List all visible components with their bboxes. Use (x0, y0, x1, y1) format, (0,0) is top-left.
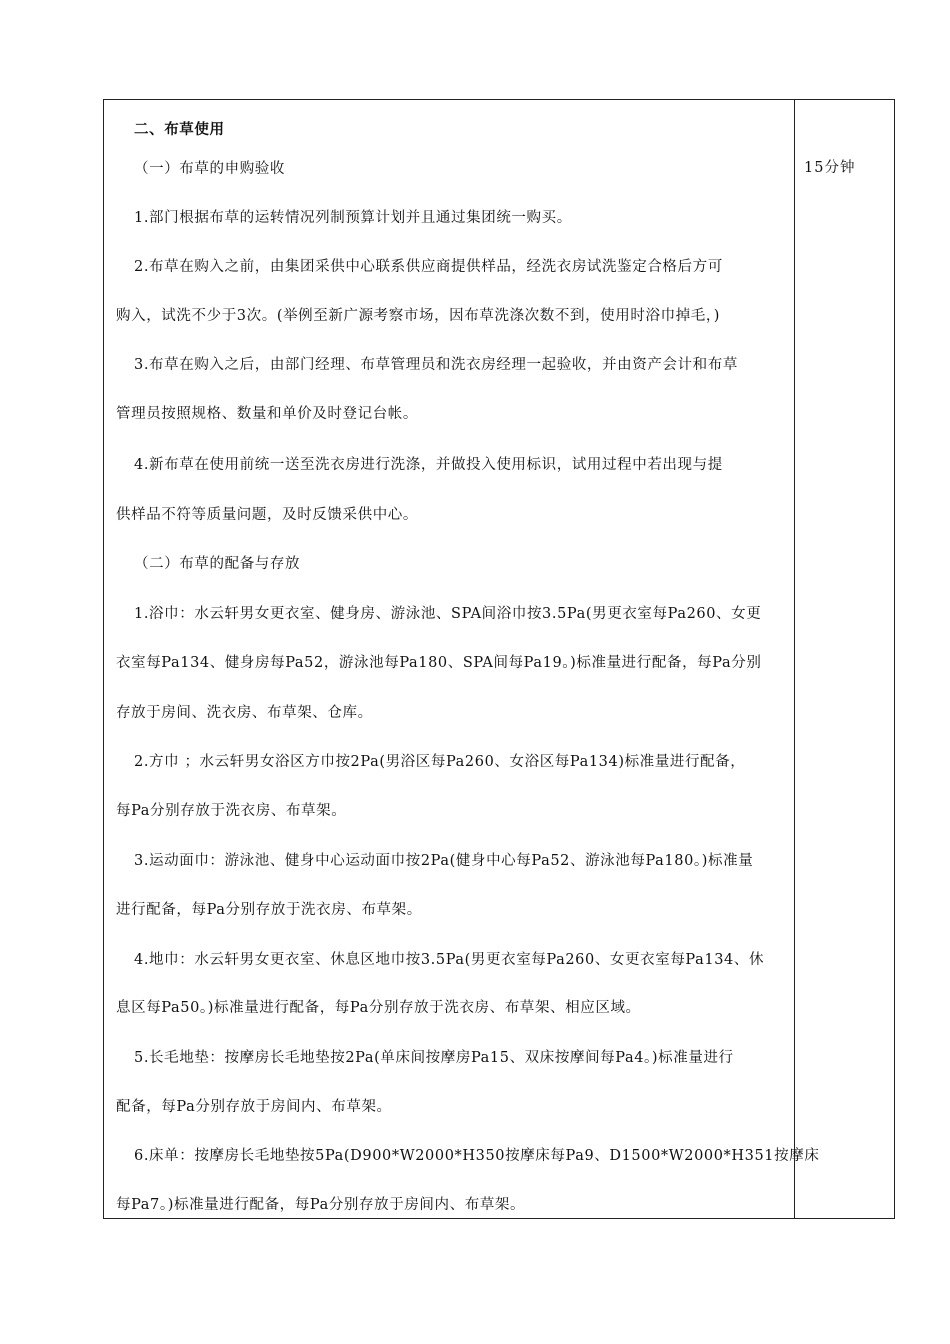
subsection-heading: （二）布草的配备与存放 (134, 556, 301, 572)
subsection-heading: （一）布草的申购验收 (134, 161, 285, 177)
paragraph-line: 每Pa分别存放于洗衣房、布草架。 (116, 803, 347, 819)
section-title: 二、布草使用 (134, 121, 225, 138)
paragraph-line: 4.地巾：水云轩男女更衣室、休息区地巾按3.5Pa(男更衣室每Pa260、女更衣室每Pa134、休 (134, 952, 765, 968)
paragraph-line: 存放于房间、洗衣房、布草架、仓库。 (116, 705, 373, 721)
paragraph-line: 2.布草在购入之前，由集团采供中心联系供应商提供样品，经洗衣房试洗鉴定合格后方可 (134, 259, 723, 275)
paragraph-line: 息区每Pa50。)标准量进行配备，每Pa分别存放于洗衣房、布草架、相应区域。 (116, 1000, 641, 1016)
paragraph-line: 2.方巾 ；水云轩男女浴区方巾按2Pa(男浴区每Pa260、女浴区每Pa134)标准量进行配备， (134, 754, 746, 770)
paragraph-line: 管理员按照规格、数量和单价及时登记台帐。 (116, 406, 418, 422)
paragraph-line: 3.运动面巾：游泳池、健身中心运动面巾按2Pa(健身中心每Pa52、游泳池每Pa180。)标准量 (134, 853, 754, 869)
paragraph-line: 6.床单：按摩房长毛地垫按5Pa(D900*W2000*H350按摩床每Pa9、D1500*W2000*H351按摩床 (134, 1148, 820, 1164)
paragraph-line: 3.布草在购入之后，由部门经理、布草管理员和洗衣房经理一起验收，并由资产会计和布草 (134, 357, 738, 373)
document-table (103, 99, 895, 1219)
paragraph-line: 5.长毛地垫：按摩房长毛地垫按2Pa(单床间按摩房Pa15、双床按摩间每Pa4。)标准量进行 (134, 1050, 734, 1066)
paragraph-line: 供样品不符等质量问题，及时反馈采供中心。 (116, 507, 418, 523)
duration-label: 15分钟 (804, 160, 856, 176)
paragraph-line: 进行配备，每Pa分别存放于洗衣房、布草架。 (116, 902, 422, 918)
paragraph-line: 1.浴巾：水云轩男女更衣室、健身房、游泳池、SPA间浴巾按3.5Pa(男更衣室每Pa260、女更 (134, 606, 762, 622)
paragraph-line: 购入，试洗不少于3次。(举例至新广源考察市场，因布草洗涤次数不到，使用时浴巾掉毛，) (116, 308, 720, 324)
paragraph-line: 配备，每Pa分别存放于房间内、布草架。 (116, 1099, 392, 1115)
paragraph-line: 4.新布草在使用前统一送至洗衣房进行洗涤，并做投入使用标识，试用过程中若出现与提 (134, 457, 723, 473)
paragraph-line: 每Pa7。)标准量进行配备，每Pa分别存放于房间内、布草架。 (116, 1197, 526, 1213)
column-divider (794, 100, 795, 1218)
paragraph-line: 1.部门根据布草的运转情况列制预算计划并且通过集团统一购买。 (134, 210, 572, 226)
paragraph-line: 衣室每Pa134、健身房每Pa52，游泳池每Pa180、SPA间每Pa19。)标准量进行配备，每Pa分别 (116, 655, 762, 671)
